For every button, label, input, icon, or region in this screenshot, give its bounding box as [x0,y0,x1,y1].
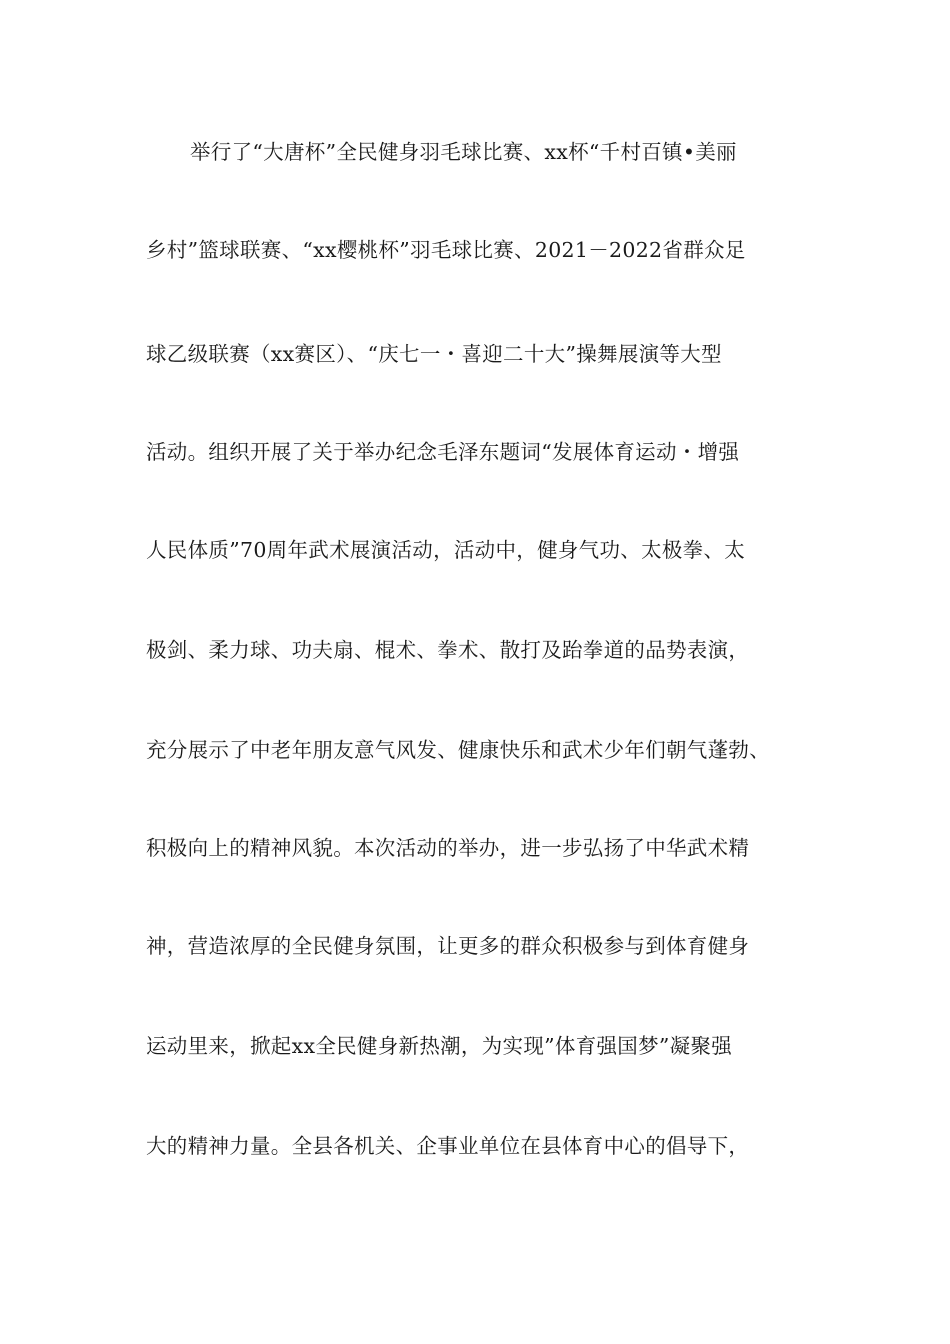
paragraph-line: 球乙级联赛（xx赛区）、“庆七一・喜迎二十大”操舞展演等大型 [146,342,722,366]
paragraph-line: 充分展示了中老年朋友意气风发、健康快乐和武术少年们朝气蓬勃、 [146,738,770,762]
paragraph-line: 活动。组织开展了关于举办纪念毛泽东题词“发展体育运动・增强 [146,440,740,464]
paragraph-line: 大的精神力量。全县各机关、企事业单位在县体育中心的倡导下， [146,1134,750,1158]
paragraph-line: 极剑、柔力球、功夫扇、棍术、拳术、散打及跆拳道的品势表演， [146,638,750,662]
paragraph-line: 人民体质”70周年武术展演活动，活动中，健身气功、太极拳、太 [146,538,746,562]
paragraph-line: 神，营造浓厚的全民健身氛围，让更多的群众积极参与到体育健身 [146,934,750,958]
paragraph-line: 运动里来，掀起xx全民健身新热潮，为实现”体育强国梦”凝聚强 [146,1034,733,1058]
paragraph-line: 积极向上的精神风貌。本次活动的举办，进一步弘扬了中华武术精 [146,836,750,860]
paragraph-line: 举行了“大唐杯”全民健身羽毛球比赛、xx杯“千村百镇•美丽 [190,140,737,164]
paragraph-line: 乡村”篮球联赛、“xx樱桃杯”羽毛球比赛、2021－2022省群众足 [146,238,746,262]
